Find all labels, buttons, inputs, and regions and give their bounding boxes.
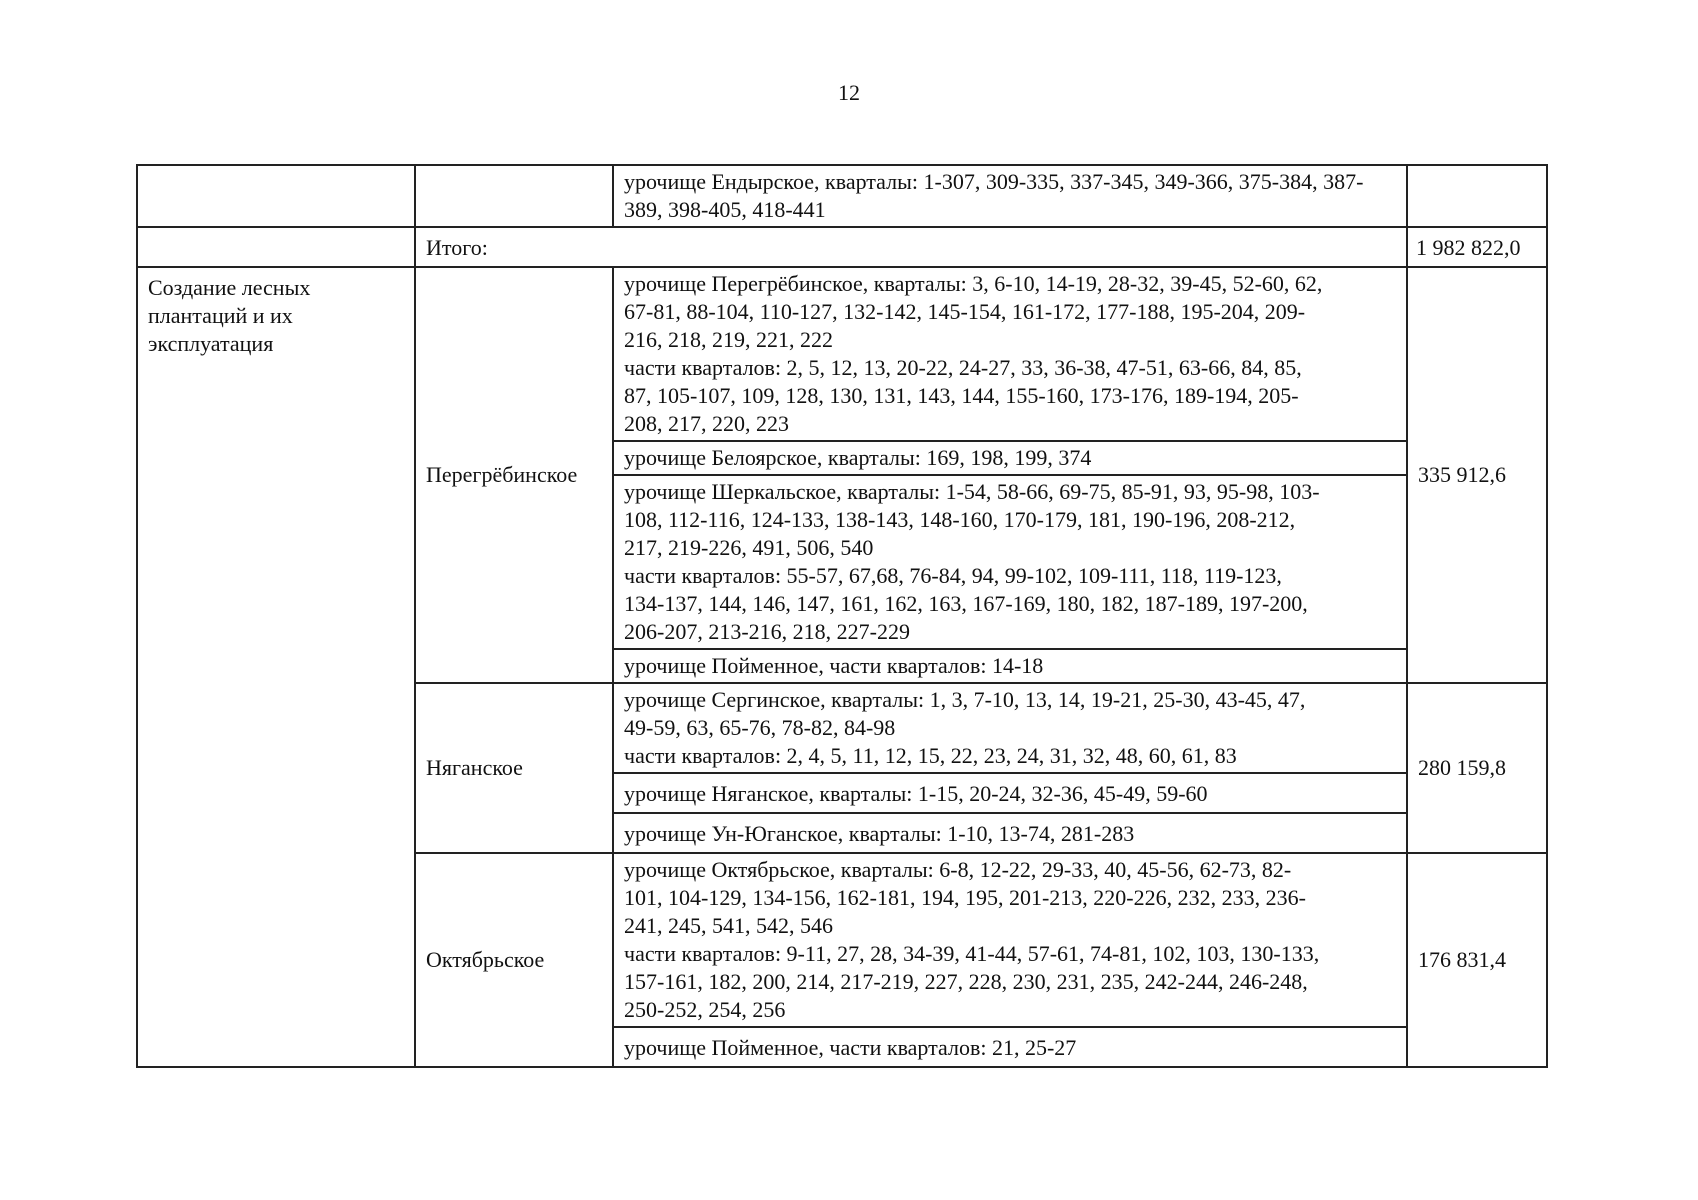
tract-line: 108, 112-116, 124-133, 138-143, 148-160, 170-179, 181, 190-196, 208-212, bbox=[624, 507, 1296, 532]
page-number: 12 bbox=[838, 80, 860, 105]
tract-cell bbox=[613, 267, 1407, 441]
tract-cell bbox=[613, 1027, 1407, 1067]
tract-line: части кварталов: 9-11, 27, 28, 34-39, 41-44, 57-61, 74-81, 102, 103, 130-133, bbox=[624, 941, 1320, 966]
tract-line: части кварталов: 2, 4, 5, 11, 12, 15, 22, 23, 24, 31, 32, 48, 60, 61, 83 bbox=[624, 743, 1237, 768]
tract-line: 206-207, 213-216, 218, 227-229 bbox=[624, 619, 910, 644]
forestry-name: Няганское bbox=[415, 683, 613, 853]
tract-line: 49-59, 63, 65-76, 78-82, 84-98 bbox=[624, 715, 896, 740]
tract-line: 208, 217, 220, 223 bbox=[624, 411, 789, 436]
tract-line: урочище Шеркальское, кварталы: 1-54, 58-66, 69-75, 85-91, 93, 95-98, 103- bbox=[624, 479, 1320, 504]
tract-line: урочище Октябрьское, кварталы: 6-8, 12-22, 29-33, 40, 45-56, 62-73, 82- bbox=[624, 857, 1292, 882]
tract-line: 216, 218, 219, 221, 222 bbox=[624, 327, 833, 352]
total-row bbox=[137, 227, 1547, 267]
tract-line: урочище Ун-Юганское, кварталы: 1-10, 13-74, 281-283 bbox=[624, 821, 1135, 846]
area-value: 280 159,8 bbox=[1407, 683, 1547, 853]
total-value: 1 982 822,0 bbox=[1407, 227, 1547, 267]
empty-cell bbox=[137, 227, 415, 267]
tract-line: урочище Пойменное, части кварталов: 21, 25-27 bbox=[624, 1035, 1077, 1060]
tract-line: урочище Няганское, кварталы: 1-15, 20-24, 32-36, 45-49, 59-60 bbox=[624, 781, 1208, 806]
empty-cell bbox=[137, 165, 415, 227]
area-value: 335 912,6 bbox=[1407, 267, 1547, 683]
tract-cell: урочище Ендырское, кварталы: 1-307, 309-335, 337-345, 349-366, 375-384, 387-389, 398-405, 418-441 bbox=[613, 165, 1407, 227]
activity-name-line: эксплуатация bbox=[148, 331, 274, 356]
tract-cell bbox=[613, 441, 1407, 475]
tract-line: 101, 104-129, 134-156, 162-181, 194, 195, 201-213, 220-226, 232, 233, 236- bbox=[624, 885, 1306, 910]
tract-line: 157-161, 182, 200, 214, 217-219, 227, 228, 230, 231, 235, 242-244, 246-248, bbox=[624, 969, 1308, 994]
empty-cell bbox=[415, 165, 613, 227]
tract-line: 67-81, 88-104, 110-127, 132-142, 145-154, 161-172, 177-188, 195-204, 209- bbox=[624, 299, 1306, 324]
tract-line: части кварталов: 2, 5, 12, 13, 20-22, 24-27, 33, 36-38, 47-51, 63-66, 84, 85, bbox=[624, 355, 1302, 380]
tract-cell bbox=[613, 853, 1407, 1027]
tract-line: 134-137, 144, 146, 147, 161, 162, 163, 167-169, 180, 182, 187-189, 197-200, bbox=[624, 591, 1308, 616]
activity-cell bbox=[137, 267, 415, 1067]
empty-cell bbox=[1407, 165, 1547, 227]
forestry-name: Октябрьское bbox=[415, 853, 613, 1067]
tract-line: урочище Белоярское, кварталы: 169, 198, 199, 374 bbox=[624, 445, 1092, 470]
tract-cell bbox=[613, 773, 1407, 813]
tract-cell bbox=[613, 683, 1407, 773]
table-row bbox=[137, 267, 1547, 441]
tract-line: части кварталов: 55-57, 67,68, 76-84, 94, 99-102, 109-111, 118, 119-123, bbox=[624, 563, 1282, 588]
tract-line: 87, 105-107, 109, 128, 130, 131, 143, 144, 155-160, 173-176, 189-194, 205- bbox=[624, 383, 1299, 408]
tract-line: урочище Пойменное, части кварталов: 14-18 bbox=[624, 653, 1044, 678]
forestry-name: Перегрёбинское bbox=[415, 267, 613, 683]
area-value: 176 831,4 bbox=[1407, 853, 1547, 1067]
tract-line: 250-252, 254, 256 bbox=[624, 997, 786, 1022]
tract-line: урочище Перегрёбинское, кварталы: 3, 6-10, 14-19, 28-32, 39-45, 52-60, 62, bbox=[624, 271, 1323, 296]
table-row bbox=[137, 165, 1547, 227]
tract-cell bbox=[613, 813, 1407, 853]
forest-lands-table bbox=[136, 164, 1548, 1068]
total-label: Итого: bbox=[415, 227, 1407, 267]
tract-line: урочище Сергинское, кварталы: 1, 3, 7-10, 13, 14, 19-21, 25-30, 43-45, 47, bbox=[624, 687, 1306, 712]
tract-cell bbox=[613, 649, 1407, 683]
activity-name-line: Создание лесных bbox=[148, 275, 311, 300]
activity-name-line: плантаций и их bbox=[148, 303, 293, 328]
tract-cell bbox=[613, 475, 1407, 649]
tract-line: 217, 219-226, 491, 506, 540 bbox=[624, 535, 874, 560]
tract-line: 241, 245, 541, 542, 546 bbox=[624, 913, 833, 938]
